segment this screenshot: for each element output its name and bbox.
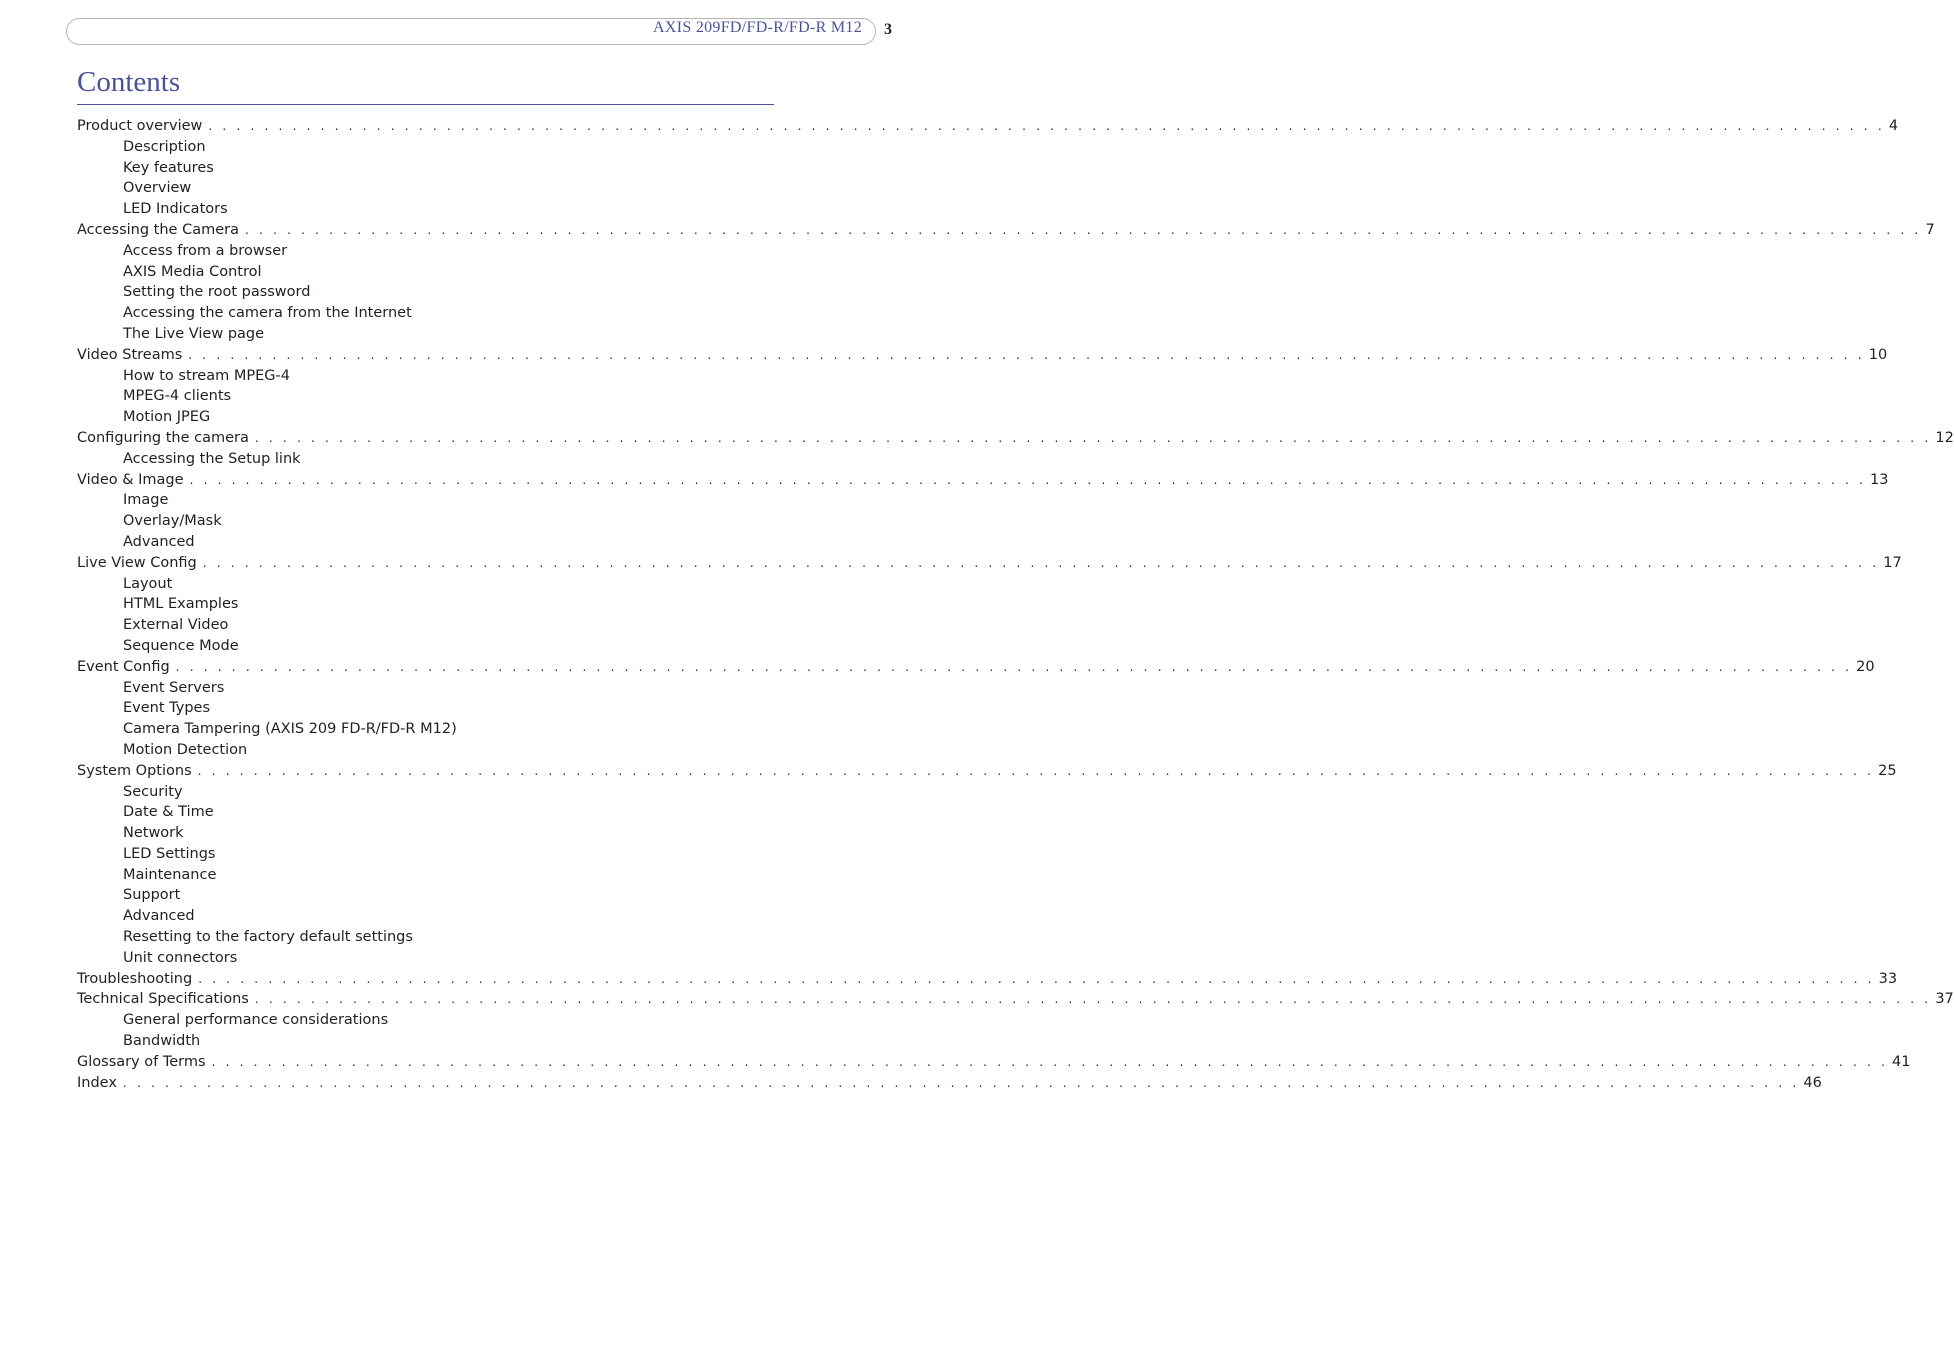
toc-entry-page: 13 <box>1870 471 1889 488</box>
toc-entry[interactable] <box>77 220 1935 241</box>
toc-entry-title: Technical Specifications <box>77 991 249 1008</box>
toc-dot-leader: . . . . . . . . . . . . . . . . . . . . . . . . . . . . . . . . . . . . . . . . . . . . . . . . . . . . . . . . . . . . . . . . . . . . . . . . . . . . . . . . . . . . . . . . . . . . . . . . . . . . . . . . . . . . . . . . . . . . . . . . <box>197 763 1875 778</box>
toc-dot-leader: . . . . . . . . . . . . . . . . . . . . . . . . . . . . . . . . . . . . . . . . . . . . . . . . . . . . . . . . . . . . . . . . . . . . . . . . . . . . . . . . . . . . . . . . . . . . . . . . . . . . . . . . . . . . . . . . . . . . . . . . <box>202 555 1880 570</box>
toc-entry[interactable] <box>77 1073 1822 1094</box>
toc-entry-page: 46 <box>1803 1074 1822 1091</box>
toc-dot-leader: . . . . . . . . . . . . . . . . . . . . . . . . . . . . . . . . . . . . . . . . . . . . . . . . . . . . . . . . . . . . . . . . . . . . . . . . . . . . . . . . . . . . . . . . . . . . . . . . . . . . . . . . . . . . . . . . . . . . . . . . <box>244 222 1922 237</box>
toc-dot-leader: . . . . . . . . . . . . . . . . . . . . . . . . . . . . . . . . . . . . . . . . . . . . . . . . . . . . . . . . . . . . . . . . . . . . . . . . . . . . . . . . . . . . . . . . . . . . . . . . . . . . . . . . . . . . . . . . . . . . . . . . <box>189 472 1867 487</box>
toc-entry[interactable] <box>77 116 1899 137</box>
toc-subentry[interactable]: Layout <box>123 575 173 592</box>
toc-dot-leader: . . . . . . . . . . . . . . . . . . . . . . . . . . . . . . . . . . . . . . . . . . . . . . . . . . . . . . . . . . . . . . . . . . . . . . . . . . . . . . . . . . . . . . . . . . . . . . . . . . . . . . . . . . . . . . . . . . . . . . . . <box>208 119 1885 133</box>
toc-entry[interactable] <box>77 345 1888 366</box>
toc-entry-page: 12 <box>1935 429 1954 446</box>
toc-subentry[interactable]: AXIS Media Control <box>123 263 262 280</box>
toc-subentry[interactable]: Motion Detection <box>123 741 248 758</box>
toc-subentry[interactable]: Event Servers <box>123 679 225 696</box>
toc-entry-title: Video Streams <box>77 346 183 363</box>
toc-entry[interactable] <box>77 989 1954 1010</box>
page-number: 3 <box>884 21 892 38</box>
toc-subentry[interactable]: Description <box>123 138 206 155</box>
toc-subentry[interactable]: Access from a browser <box>123 242 288 259</box>
toc-subentry[interactable]: Unit connectors <box>123 949 238 966</box>
toc-entry[interactable] <box>77 553 1902 574</box>
page-title: Contents <box>77 66 181 98</box>
table-of-contents <box>77 116 1954 1093</box>
toc-subentry[interactable]: Resetting to the factory default settings <box>123 929 413 946</box>
toc-entry-page: 33 <box>1878 970 1898 987</box>
header-title: AXIS 209FD/FD-R/FD-R M12 <box>652 19 862 36</box>
toc-subentry[interactable]: How to stream MPEG-4 <box>123 367 290 384</box>
toc-dot-leader: . . . . . . . . . . . . . . . . . . . . . . . . . . . . . . . . . . . . . . . . . . . . . . . . . . . . . . . . . . . . . . . . . . . . . . . . . . . . . . . . . . . . . . . . . . . . . . . . . . . . . . . . . . . . . . . . . . . . . . . . <box>188 347 1865 362</box>
toc-entry-title: Accessing the Camera <box>77 221 239 238</box>
toc-subentry[interactable]: Maintenance <box>123 866 217 883</box>
toc-entry-title: Configuring the camera <box>77 429 249 446</box>
toc-subentry[interactable]: Camera Tampering (AXIS 209 FD-R/FD-R M12) <box>123 721 457 738</box>
toc-subentry[interactable]: Overlay/Mask <box>123 513 222 530</box>
toc-subentry[interactable]: The Live View page <box>123 325 265 342</box>
toc-entry-page: 41 <box>1892 1053 1911 1070</box>
title-divider <box>77 104 774 105</box>
toc-dot-leader: . . . . . . . . . . . . . . . . . . . . . . . . . . . . . . . . . . . . . . . . . . . . . . . . . . . . . . . . . . . . . . . . . . . . . . . . . . . . . . . . . . . . . . . . . . . . . . . . . . . . . . . . . . . . . . . . . . . . . . . . <box>175 659 1853 674</box>
toc-subentry[interactable]: LED Indicators <box>123 201 228 218</box>
toc-entry-page: 4 <box>1888 118 1899 134</box>
toc-entry-page: 10 <box>1868 346 1888 363</box>
toc-entry[interactable] <box>77 761 1897 782</box>
toc-entry[interactable] <box>77 969 1898 990</box>
toc-entry[interactable] <box>77 470 1889 491</box>
toc-subentry[interactable]: Bandwidth <box>123 1033 201 1050</box>
toc-subentry[interactable]: Setting the root password <box>123 284 311 301</box>
toc-subentry[interactable]: HTML Examples <box>123 596 239 613</box>
toc-dot-leader: . . . . . . . . . . . . . . . . . . . . . . . . . . . . . . . . . . . . . . . . . . . . . . . . . . . . . . . . . . . . . . . . . . . . . . . . . . . . . . . . . . . . . . . . . . . . . . . . . . . . . . . . . . . . . . . . . . . . . . . . <box>254 992 1932 1007</box>
toc-entry-title: Event Config <box>77 658 170 675</box>
toc-entry-title: Glossary of Terms <box>77 1053 206 1070</box>
toc-subentry[interactable]: Advanced <box>123 908 195 925</box>
toc-subentry[interactable]: External Video <box>123 617 229 634</box>
toc-subentry[interactable]: Accessing the camera from the Internet <box>123 305 412 322</box>
toc-subentry[interactable]: Date & Time <box>123 804 214 821</box>
toc-dot-leader: . . . . . . . . . . . . . . . . . . . . . . . . . . . . . . . . . . . . . . . . . . . . . . . . . . . . . . . . . . . . . . . . . . . . . . . . . . . . . . . . . . . . . . . . . . . . . . . . . . . . . . . . . . . . . . . . . . . . . . . . <box>198 971 1875 986</box>
toc-entry-title: Live View Config <box>77 554 197 571</box>
toc-entry-page: 20 <box>1856 658 1875 675</box>
toc-dot-leader: . . . . . . . . . . . . . . . . . . . . . . . . . . . . . . . . . . . . . . . . . . . . . . . . . . . . . . . . . . . . . . . . . . . . . . . . . . . . . . . . . . . . . . . . . . . . . . . . . . . . . . . . . . . . . . . . . . . . . . . . <box>122 1075 1800 1090</box>
toc-entry-title: Video & Image <box>77 471 184 488</box>
toc-subentry[interactable]: Key features <box>123 159 214 176</box>
toc-subentry[interactable]: Event Types <box>123 700 211 717</box>
toc-subentry[interactable]: Overview <box>123 180 192 197</box>
toc-entry-title: Product overview <box>77 118 203 134</box>
toc-subentry[interactable]: Image <box>123 492 169 509</box>
toc-entry-title: Index <box>77 1074 117 1091</box>
toc-subentry[interactable]: Motion JPEG <box>123 409 211 426</box>
toc-entry[interactable] <box>77 1052 1911 1073</box>
toc-subentry[interactable]: Advanced <box>123 533 195 550</box>
toc-subentry[interactable]: Support <box>123 887 181 904</box>
toc-dot-leader: . . . . . . . . . . . . . . . . . . . . . . . . . . . . . . . . . . . . . . . . . . . . . . . . . . . . . . . . . . . . . . . . . . . . . . . . . . . . . . . . . . . . . . . . . . . . . . . . . . . . . . . . . . . . . . . . . . . . . . . . <box>211 1054 1889 1069</box>
toc-subentry[interactable]: LED Settings <box>123 845 216 862</box>
toc-subentry[interactable]: MPEG-4 clients <box>123 388 232 405</box>
toc-dot-leader: . . . . . . . . . . . . . . . . . . . . . . . . . . . . . . . . . . . . . . . . . . . . . . . . . . . . . . . . . . . . . . . . . . . . . . . . . . . . . . . . . . . . . . . . . . . . . . . . . . . . . . . . . . . . . . . . . . . . . . . . <box>254 430 1932 445</box>
toc-subentry[interactable]: Sequence Mode <box>123 637 239 654</box>
toc-entry[interactable] <box>77 657 1875 678</box>
toc-subentry[interactable]: General performance considerations <box>123 1012 389 1029</box>
toc-entry-page: 37 <box>1935 991 1954 1008</box>
toc-entry[interactable] <box>77 428 1954 449</box>
toc-entry-page: 7 <box>1925 221 1935 238</box>
toc-subentry[interactable]: Network <box>123 825 184 842</box>
toc-entry-title: Troubleshooting <box>77 970 193 987</box>
toc-subentry[interactable]: Security <box>123 783 183 800</box>
toc-entry-page: 17 <box>1883 554 1902 571</box>
toc-subentry[interactable]: Accessing the Setup link <box>123 450 301 467</box>
toc-entry-page: 25 <box>1878 762 1897 779</box>
toc-entry-title: System Options <box>77 762 192 779</box>
